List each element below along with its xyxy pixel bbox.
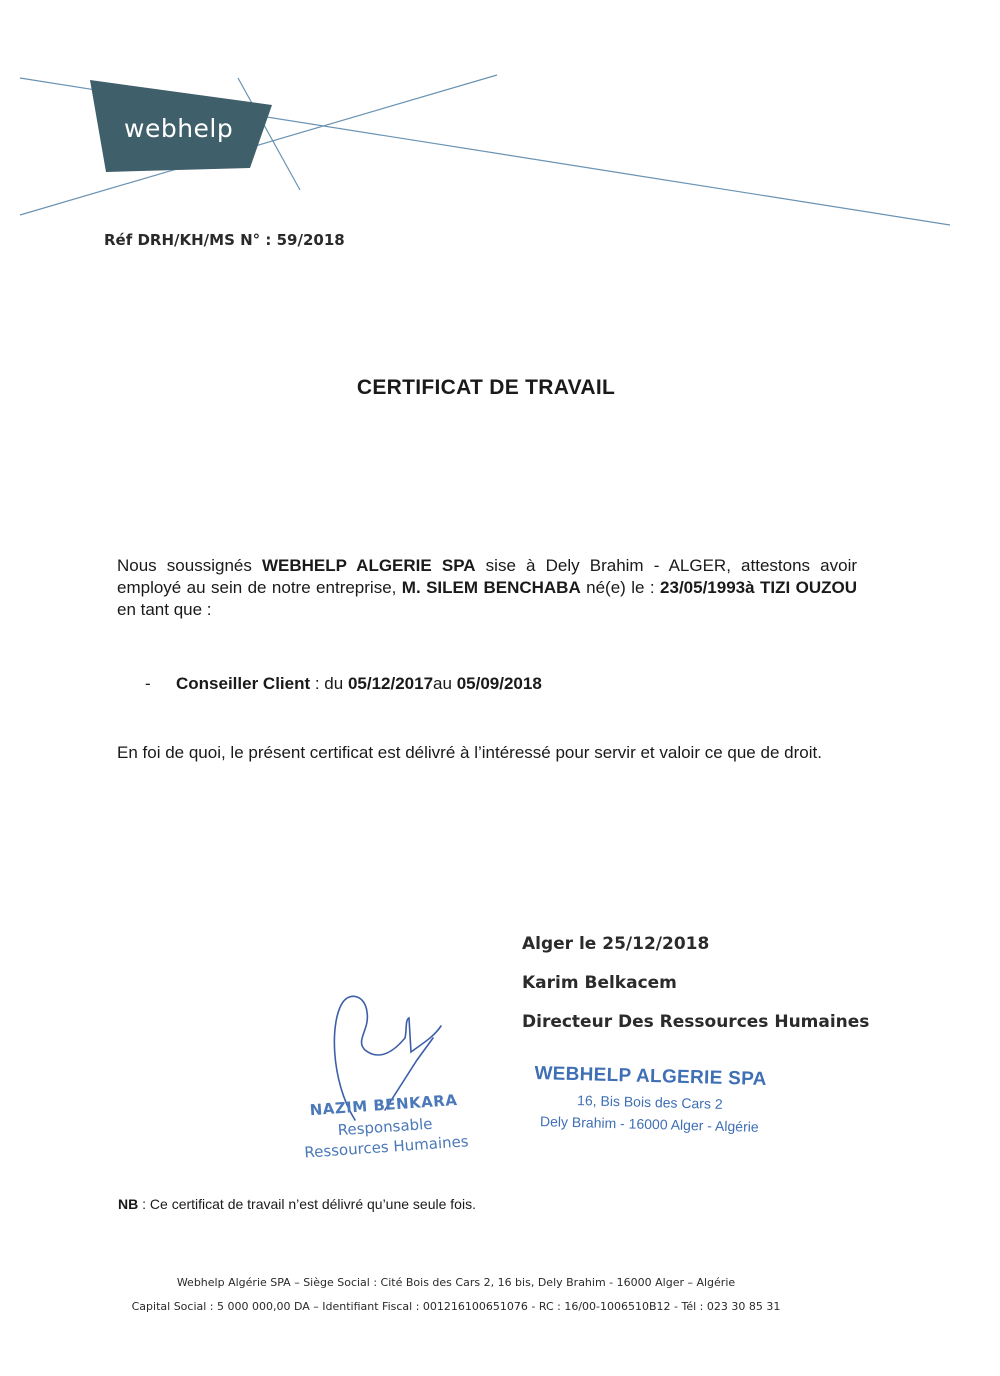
period-text: au (433, 674, 457, 693)
body-text: né(e) le : (580, 578, 661, 597)
header-line-right (20, 75, 497, 215)
stamp-company: WEBHELP ALGERIE SPA (534, 1062, 767, 1091)
company-name: WEBHELP ALGERIE SPA (261, 556, 476, 575)
footer-legal: Capital Social : 5 000 000,00 DA – Identifiant Fiscal : 001216100651076 - RC : 16/00-1006510B12 - Tél : 023 30 85 31 (131, 1300, 781, 1313)
place-date: Alger le 25/12/2018 (522, 934, 710, 954)
stamp-name: NAZIM BENKARA (309, 1090, 458, 1120)
document-title: CERTIFICAT DE TRAVAIL (356, 376, 616, 399)
closing-statement: En foi de quoi, le présent certificat est délivré à l’intéressé pour servir et valoir ce que de droit. (117, 743, 822, 762)
end-date: 05/09/2018 (456, 674, 542, 693)
note (118, 1196, 476, 1212)
period-text: : du (310, 674, 348, 693)
stamp-title: Responsable (337, 1114, 434, 1140)
body-paragraph (117, 555, 857, 621)
hr-stamp (288, 1089, 482, 1162)
position-line (145, 674, 542, 694)
bullet-dash: - (145, 674, 151, 693)
employee-name: M. SILEM BENCHABA (401, 578, 581, 597)
signatory-role: Directeur Des Ressources Humaines (522, 1012, 870, 1032)
note-label: NB (118, 1196, 139, 1212)
birth-date-place: 23/05/1993à TIZI OUZOU (660, 578, 857, 597)
footer-address: Webhelp Algérie SPA – Siège Social : Cité Bois des Cars 2, 16 bis, Dely Brahim - 16000 Alger – Algérie (176, 1276, 736, 1289)
signatory-name: Karim Belkacem (522, 973, 677, 993)
stamp-address-2: Dely Brahim - 16000 Alger - Algérie (539, 1113, 759, 1135)
body-text: en tant que : (117, 600, 212, 619)
stamp-department: Ressources Humaines (303, 1132, 470, 1162)
body-text: Nous soussignés (117, 556, 262, 575)
stamp-address-1: 16, Bis Bois des Cars 2 (576, 1092, 723, 1112)
company-stamp (529, 1063, 771, 1135)
position-title: Conseiller Client (176, 674, 311, 693)
reference-number: Réf DRH/KH/MS N° : 59/2018 (104, 231, 345, 249)
logo: webhelp (124, 114, 234, 143)
note-text: : Ce certificat de travail n’est délivré qu’une seule fois. (138, 1196, 476, 1212)
start-date: 05/12/2017 (347, 674, 434, 693)
body-text: sise à Dely Brahim - ALGER, attestons avoir employé au sein de notre entreprise, (117, 556, 858, 597)
